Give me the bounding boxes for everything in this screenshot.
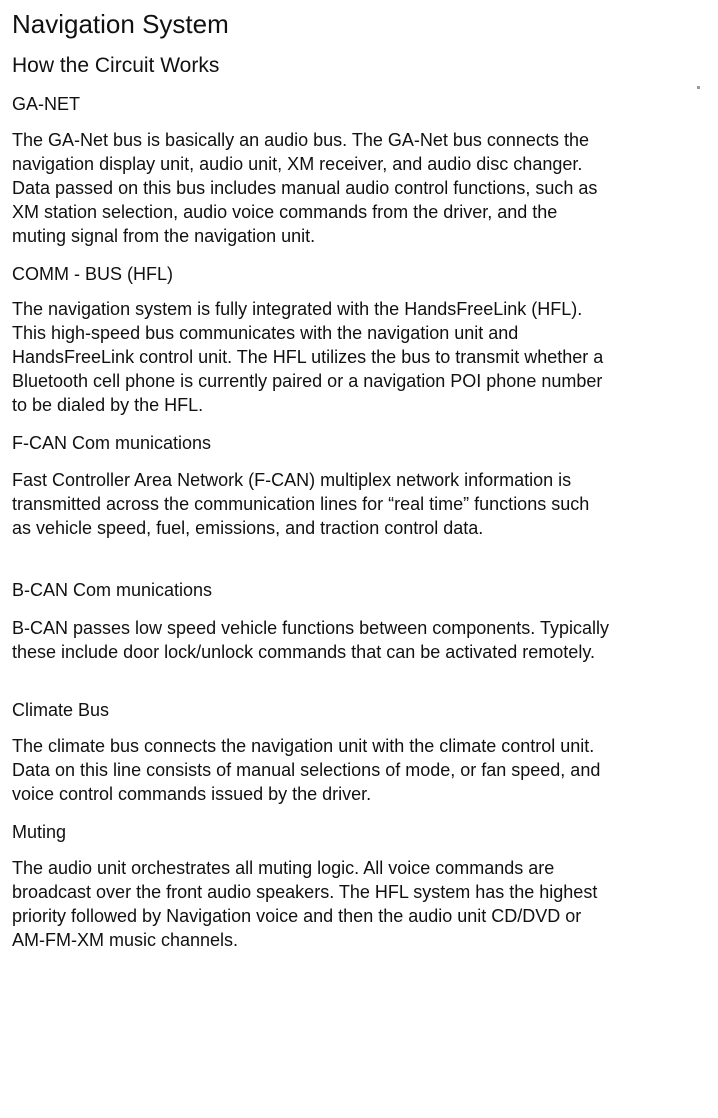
body-line: muting signal from the navigation unit. bbox=[12, 226, 316, 246]
section-body-comm-bus bbox=[12, 297, 692, 417]
section-heading-f-can: F-CAN Com munications bbox=[12, 433, 212, 453]
section-body-muting bbox=[12, 856, 692, 952]
body-line: This high-speed bus communicates with the navigation unit and bbox=[12, 323, 519, 343]
body-line: Data on this line consists of manual selections of mode, or fan speed, and bbox=[12, 760, 601, 780]
body-line: broadcast over the front audio speakers. The HFL system has the highest bbox=[12, 882, 598, 902]
body-line: The GA-Net bus is basically an audio bus. The GA-Net bus connects the bbox=[12, 130, 589, 150]
body-line: The climate bus connects the navigation unit with the climate control unit. bbox=[12, 736, 595, 756]
section-heading-muting: Muting bbox=[12, 822, 67, 842]
body-line: HandsFreeLink control unit. The HFL utilizes the bus to transmit whether a bbox=[12, 347, 604, 367]
body-line: Data passed on this bus includes manual audio control functions, such as bbox=[12, 178, 598, 198]
scan-artifact-dot bbox=[697, 86, 700, 89]
section-body-b-can bbox=[12, 616, 692, 664]
body-line: The navigation system is fully integrated with the HandsFreeLink (HFL). bbox=[12, 299, 583, 319]
body-line: to be dialed by the HFL. bbox=[12, 395, 204, 415]
body-line: navigation display unit, audio unit, XM receiver, and audio disc changer. bbox=[12, 154, 583, 174]
section-heading-b-can: B-CAN Com munications bbox=[12, 580, 213, 600]
body-line: these include door lock/unlock commands that can be activated remotely. bbox=[12, 642, 595, 662]
body-line: The audio unit orchestrates all muting logic. All voice commands are bbox=[12, 858, 555, 878]
section-heading-climate-bus: Climate Bus bbox=[12, 700, 110, 720]
section-heading-comm-bus: COMM - BUS (HFL) bbox=[12, 264, 173, 284]
page-subtitle: How the Circuit Works bbox=[12, 54, 220, 77]
body-line: priority followed by Navigation voice and then the audio unit CD/DVD or bbox=[12, 906, 582, 926]
body-line: B-CAN passes low speed vehicle functions between components. Typically bbox=[12, 618, 609, 638]
section-heading-ga-net: GA-NET bbox=[12, 94, 81, 114]
body-line: AM-FM-XM music channels. bbox=[12, 930, 239, 950]
section-body-ga-net bbox=[12, 128, 692, 248]
body-line: XM station selection, audio voice commands from the driver, and the bbox=[12, 202, 558, 222]
body-line: voice control commands issued by the driver. bbox=[12, 784, 372, 804]
body-line: Bluetooth cell phone is currently paired or a navigation POI phone number bbox=[12, 371, 603, 391]
body-line: transmitted across the communication lines for “real time” functions such bbox=[12, 494, 590, 514]
body-line: Fast Controller Area Network (F-CAN) multiplex network information is bbox=[12, 470, 572, 490]
section-body-f-can bbox=[12, 468, 692, 540]
page-title: Navigation System bbox=[12, 9, 229, 39]
body-line: as vehicle speed, fuel, emissions, and traction control data. bbox=[12, 518, 484, 538]
section-body-climate-bus bbox=[12, 734, 692, 806]
